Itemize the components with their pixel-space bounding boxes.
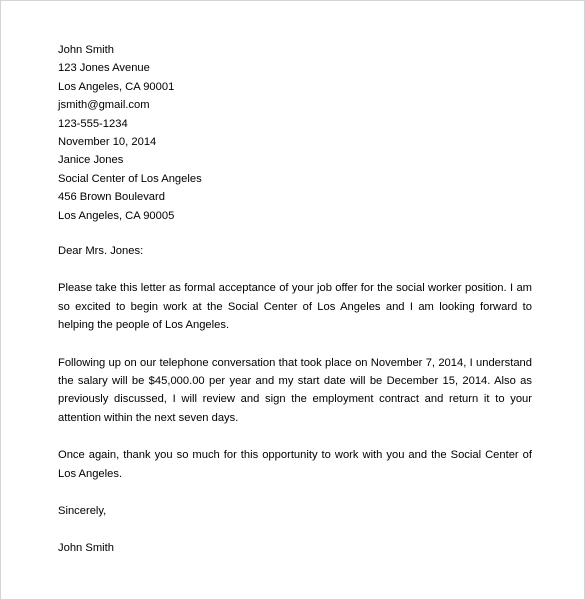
sender-city-state-zip: Los Angeles, CA 90001 xyxy=(58,80,175,93)
paragraph-terms: Following up on our telephone conversation that took place on November 7, 2014, I understand the salary will be $45,000.00 per year and my start date will be December 15, 2014. Also as previously discussed, I will review and sign the employment contract and return it to your attention within the next seven days. xyxy=(58,356,532,424)
letter-body xyxy=(58,41,532,558)
sender-address-block xyxy=(58,41,532,151)
sender-street: 123 Jones Avenue xyxy=(58,62,150,75)
sender-phone: 123-555-1234 xyxy=(58,117,128,130)
sender-name: John Smith xyxy=(58,44,114,56)
paragraph-acceptance: Please take this letter as formal acceptance of your job offer for the social worker position. I am so excited to begin work at the Social Center of Los Angeles and I am looking forward to helping the people of Los Angeles. xyxy=(58,282,532,332)
spacer xyxy=(58,483,532,502)
sender-email: jsmith@gmail.com xyxy=(58,99,150,112)
spacer xyxy=(58,520,532,539)
recipient-organization: Social Center of Los Angeles xyxy=(58,172,202,185)
recipient-address-block xyxy=(58,151,532,225)
salutation: Dear Mrs. Jones: xyxy=(58,244,144,257)
recipient-street: 456 Brown Boulevard xyxy=(58,191,165,204)
spacer xyxy=(58,335,532,354)
letter-date: November 10, 2014 xyxy=(58,135,157,148)
paragraph-thanks: Once again, thank you so much for this opportunity to work with you and the Social Center of Los Angeles. xyxy=(58,449,532,480)
recipient-city-state-zip: Los Angeles, CA 90005 xyxy=(58,209,175,222)
spacer xyxy=(58,260,532,279)
spacer xyxy=(58,427,532,446)
recipient-name: Janice Jones xyxy=(58,154,124,167)
closing: Sincerely, xyxy=(58,504,107,517)
signature-name: John Smith xyxy=(58,542,114,555)
